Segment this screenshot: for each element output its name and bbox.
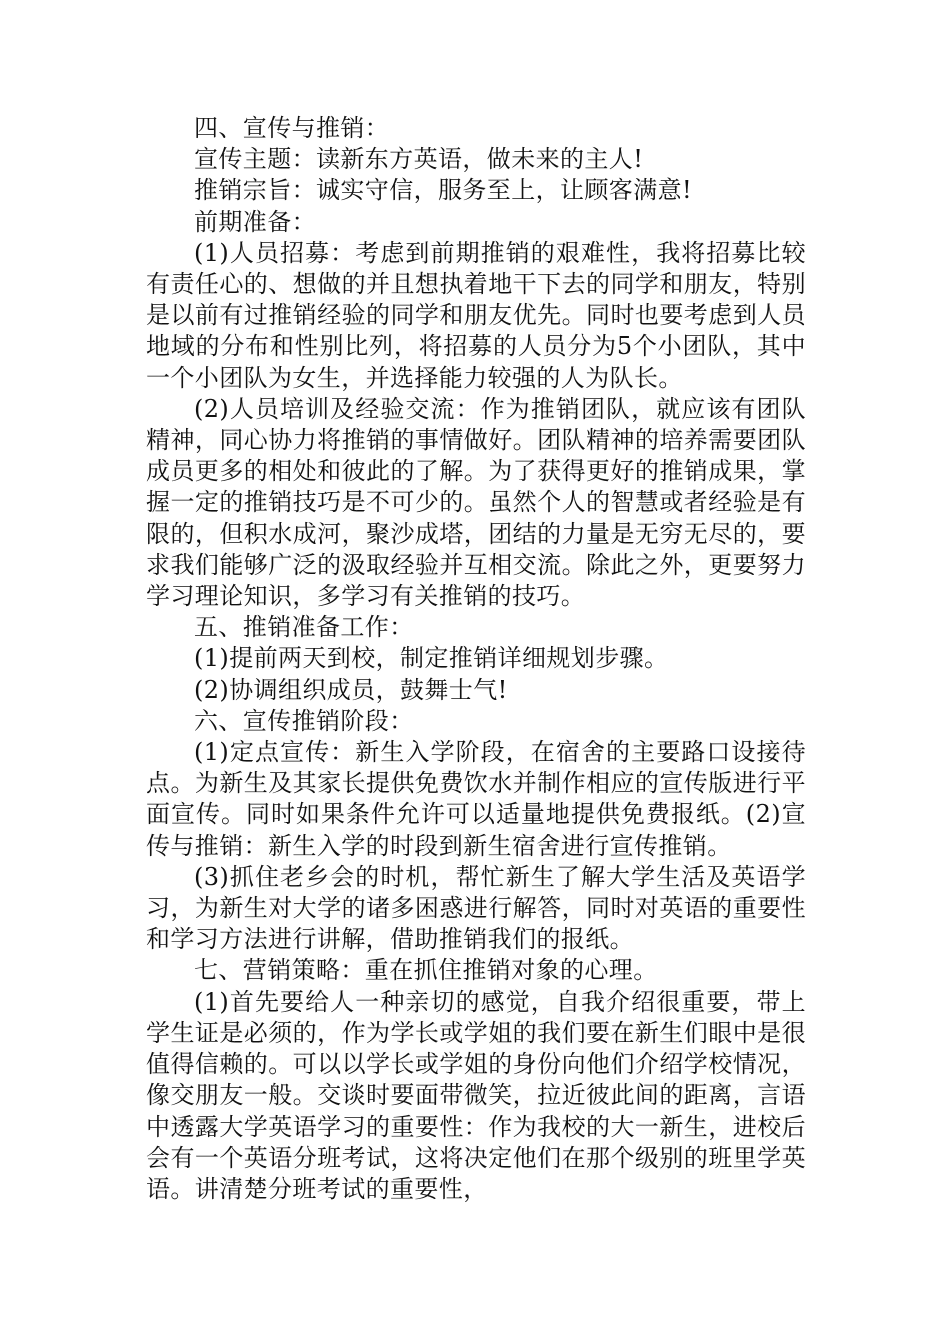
document-body — [146, 113, 806, 1205]
paragraph-friendly-impression: (1)首先要给人一种亲切的感觉，自我介绍很重要，带上学生证是必须的，作为学长或学姐的我们要在新生们眼中是很值得信赖的。可以以学长或学姐的身份向他们介绍学校情况，像交朋友一般。交谈时要面带微笑，拉近彼此间的距离，言语中透露大学英语学习的重要性：作为我校的大一新生，进校后会有一个英语分班考试，这将决定他们在那个级别的班里学英语。讲清楚分班考试的重要性， — [146, 987, 806, 1203]
publicity-theme: 宣传主题：读新东方英语，做未来的主人! — [194, 145, 644, 174]
paragraph-hometown-association: (3)抓住老乡会的时机，帮忙新生了解大学生活及英语学习，为新生对大学的诸多困惑进行解答，同时对英语的重要性和学习方法进行讲解，借助推销我们的报纸。 — [146, 862, 806, 954]
paragraph-training: (2)人员培训及经验交流：作为推销团队，就应该有团队精神，同心协力将推销的事情做好。团队精神的培养需要团队成员更多的相处和彼此的了解。为了获得更好的推销成果，掌握一定的推销技巧是不可少的。虽然个人的智慧或者经验是有限的，但积水成河，聚沙成塔，团结的力量是无穷无尽的，要求我们能够广泛的汲取经验并互相交流。除此之外，更要努力学习理论知识，多学习有关推销的技巧。 — [146, 394, 806, 611]
list-item-coordinate-members: (2)协调组织成员，鼓舞士气! — [194, 675, 508, 704]
section-heading-promotion-stage: 六、宣传推销阶段： — [194, 706, 414, 735]
section-heading-preparation-work: 五、推销准备工作： — [194, 613, 414, 642]
paragraph-fixed-point-promotion: (1)定点宣传：新生入学阶段，在宿舍的主要路口设接待点。为新生及其家长提供免费饮水并制作相应的宣传版进行平面宣传。同时如果条件允许可以适量地提供免费报纸。(2)宣传与推销：新生入学的时段到新生宿舍进行宣传推销。 — [146, 738, 806, 860]
section-heading-publicity: 四、宣传与推销： — [194, 114, 390, 142]
sales-principle: 推销宗旨：诚实守信，服务至上，让顾客满意! — [194, 176, 693, 205]
list-item-arrive-early: (1)提前两天到校，制定推销详细规划步骤。 — [194, 644, 669, 673]
section-heading-marketing-strategy: 七、营销策略：重在抓住推销对象的心理。 — [194, 956, 658, 985]
preparation-heading: 前期准备： — [194, 207, 316, 236]
paragraph-recruitment: (1)人员招募：考虑到前期推销的艰难性，我将招募比较有责任心的、想做的并且想执着地干下去的同学和朋友，特别是以前有过推销经验的同学和朋友优先。同时也要考虑到人员地域的分布和性别比列，将招募的人员分为5个小团队，其中一个小团队为女生，并选择能力较强的人为队长。 — [146, 238, 806, 392]
